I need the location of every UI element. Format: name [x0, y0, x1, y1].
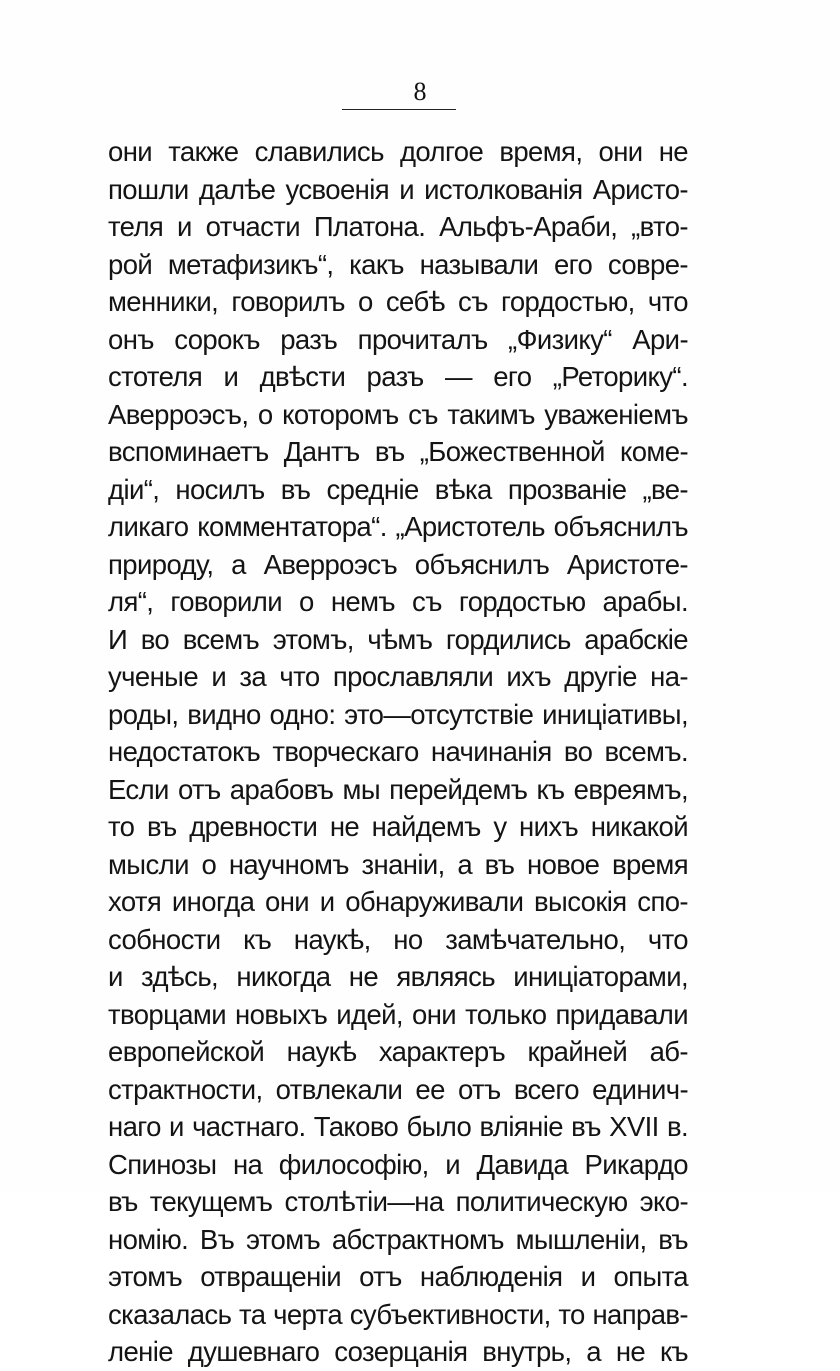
text-line: леніе душевнаго созерцанія внутрь, а не къ — [108, 1336, 688, 1367]
header-rule — [342, 109, 456, 110]
text-line: номію. Въ этомъ абстрактномъ мышленіи, въ — [108, 1223, 688, 1255]
text-line: ля“, говорили о немъ съ гордостью арабы. — [108, 586, 688, 617]
text-line: хотя иногда они и обнаруживали высокія спо- — [108, 886, 688, 917]
text-line: недостатокъ творческаго начинанія во всемъ. — [108, 736, 688, 767]
text-line: природу, а Аверроэсъ объяснилъ Аристоте- — [108, 548, 688, 580]
page-number: 8 — [413, 77, 427, 106]
text-line: Спинозы на философію, и Давида Рикардо — [108, 1148, 688, 1180]
text-line: рой метафизикъ“, какъ называли его совре- — [108, 248, 688, 280]
text-line: мысли о научномъ знаніи, а въ новое время — [108, 848, 688, 880]
text-line: пошли далѣе усвоенія и истолкованія Аристо- — [108, 173, 688, 205]
text-line: страктности, отвлекали ее отъ всего единич- — [108, 1073, 688, 1105]
text-line: ликаго комментатора“. „Аристотель объяснилъ — [108, 511, 688, 542]
text-line: теля и отчасти Платона. Альфъ-Араби, „вто- — [108, 211, 688, 242]
text-line: собности къ наукѣ, но замѣчательно, что — [108, 923, 688, 955]
text-line: ученые и за что прославляли ихъ другіе на- — [108, 661, 688, 692]
text-line: творцами новыхъ идей, они только придавали — [108, 998, 688, 1030]
text-line: то въ древности не найдемъ у нихъ никакой — [108, 811, 688, 842]
text-line: онъ сорокъ разъ прочиталъ „Физику“ Ари- — [108, 323, 688, 355]
body-text — [108, 133, 688, 1371]
text-line: въ текущемъ столѣтіи—на политическую эко- — [108, 1186, 688, 1217]
text-line: діи“, носилъ въ средніе вѣка прозваніе „ве- — [108, 473, 688, 505]
text-line: наго и частнаго. Таково было вліяніе въ XVII в. — [108, 1111, 688, 1142]
text-line: этомъ отвращеніи отъ наблюденія и опыта — [108, 1261, 688, 1292]
text-line: европейской наукѣ характеръ крайней аб- — [108, 1036, 688, 1067]
text-line: роды, видно одно: это—отсутствіе иниціативы, — [108, 698, 688, 730]
text-line: сказалась та черта субъективности, то направ- — [108, 1298, 688, 1330]
text-line: Аверроэсъ, о которомъ съ такимъ уваженіемъ — [108, 398, 688, 430]
text-line: и здѣсь, никогда не являясь иниціаторами, — [108, 961, 688, 992]
text-line: И во всемъ этомъ, чѣмъ гордились арабскіе — [108, 623, 688, 655]
text-line: Если отъ арабовъ мы перейдемъ къ евреямъ, — [108, 773, 688, 805]
text-line: вспоминаетъ Дантъ въ „Божественной коме- — [108, 436, 688, 467]
text-line: менники, говорилъ о себѣ съ гордостью, что — [108, 286, 688, 317]
text-line: стотеля и двѣсти разъ — его „Реторику“. — [108, 361, 688, 392]
text-line: они также славились долгое время, они не — [108, 136, 688, 167]
